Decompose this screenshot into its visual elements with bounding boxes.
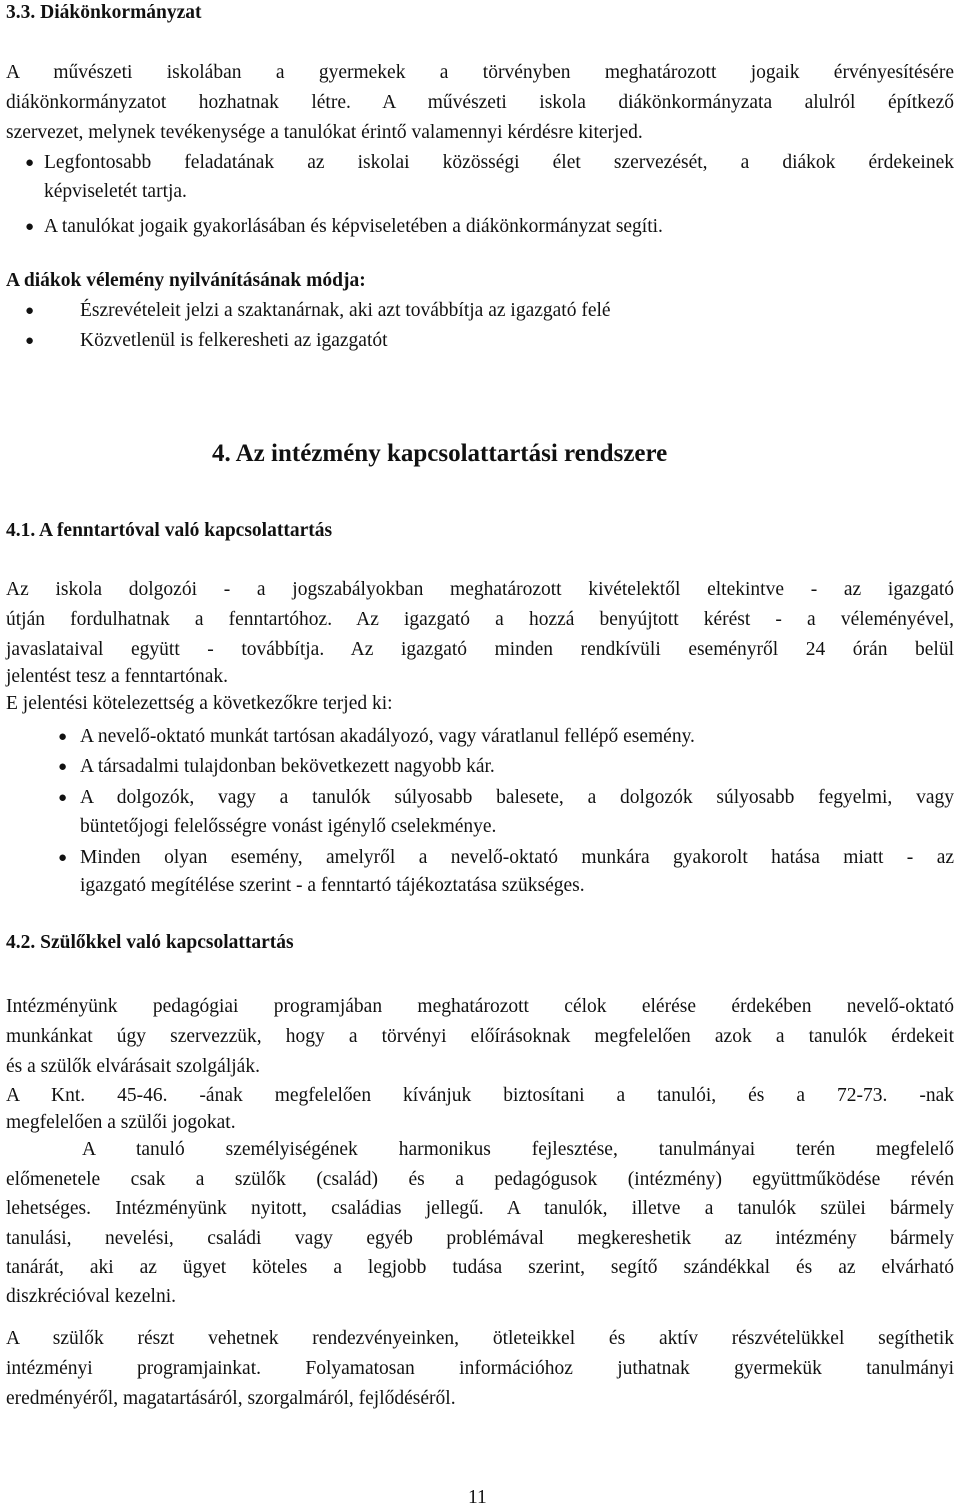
paragraph-line: A művészeti iskolában a gyermekek a törvényben meghatározott jogaik érvényesítésére [6, 62, 954, 83]
list-item: Észrevételeit jelzi a szaktanárnak, aki azt továbbítja az igazgató felé [80, 300, 611, 321]
bullet-icon: ● [58, 790, 68, 806]
paragraph-line: javaslataival együtt - továbbítja. Az igazgató minden rendkívüli eseményről 24 órán belül [6, 639, 954, 660]
paragraph-line: intézményi programjainkat. Folyamatosan információhoz juthatnak gyermekük tanulmányi [6, 1358, 954, 1379]
list-item-continuation: büntetőjogi felelősségre vonást igénylő cselekménye. [80, 816, 497, 837]
paragraph-line: A szülők részt vehetnek rendezvényeinken, ötleteikkel és aktív részvételükkel segíthetik [6, 1328, 954, 1349]
list-item: A társadalmi tulajdonban bekövetkezett nagyobb kár. [80, 756, 495, 777]
bullet-icon: ● [25, 303, 35, 319]
paragraph-line: szervezet, melynek tevékenysége a tanulókat érintő valamennyi kérdésre kiterjed. [6, 122, 643, 143]
paragraph-line: jelentést tesz a fenntartónak. [6, 666, 228, 687]
paragraph-line: megfelelően a szülői jogokat. [6, 1112, 236, 1133]
paragraph-line: eredményéről, magatartásáról, szorgalmáról, fejlődéséről. [6, 1388, 456, 1409]
paragraph-line: lehetséges. Intézményünk nyitott, családias jellegű. A tanulók, illetve a tanulók szülei bármely [6, 1198, 954, 1219]
bullet-icon: ● [25, 333, 35, 349]
bullet-icon: ● [58, 759, 68, 775]
paragraph-line: tanulási, nevelési, családi vagy egyéb problémával megkereshetik az intézmény bármely [6, 1228, 954, 1249]
list-item: Minden olyan esemény, amelyről a nevelő-oktató munkára gyakorolt hatása miatt - az [80, 847, 954, 868]
list-item: A nevelő-oktató munkát tartósan akadályozó, vagy váratlanul fellépő esemény. [80, 726, 695, 747]
list-item: Közvetlenül is felkeresheti az igazgatót [80, 330, 388, 351]
list-item: A dolgozók, vagy a tanulók súlyosabb balesete, a dolgozók súlyosabb fegyelmi, vagy [80, 787, 954, 808]
page-number: 11 [468, 1487, 487, 1508]
bullet-icon: ● [58, 850, 68, 866]
chapter-heading-4: 4. Az intézmény kapcsolattartási rendszere [212, 440, 668, 467]
paragraph-line: tanárát, aki az ügyet köteles a legjobb tudása szerint, segítő szándékkal és az elvárható [6, 1257, 954, 1278]
paragraph-line: előmenetele csak a szülők (család) és a pedagógusok (intézmény) együttműködése révén [6, 1169, 954, 1190]
paragraph-line: útján fordulhatnak a fenntartóhoz. Az igazgató a hozzá benyújtott kérést - a véleményével, [6, 609, 954, 630]
list-item: A tanulókat jogaik gyakorlásában és képviseletében a diákönkormányzat segíti. [44, 216, 663, 237]
paragraph-line: diákönkormányzatot hozhatnak létre. A művészeti iskola diákönkormányzata alulról építkező [6, 92, 954, 113]
paragraph-line: Az iskola dolgozói - a jogszabályokban meghatározott kivételektől eltekintve - az igazgató [6, 579, 954, 600]
paragraph-line: A Knt. 45-46. -ának megfelelően kívánjuk biztosítani a tanulói, és a 72-73. -nak [6, 1085, 954, 1106]
section-heading-4-2: 4.2. Szülőkkel való kapcsolattartás [6, 932, 294, 953]
list-item: Legfontosabb feladatának az iskolai közösségi élet szervezését, a diákok érdekeinek [44, 152, 954, 173]
list-item-continuation: képviseletét tartja. [44, 181, 187, 202]
list-item-continuation: igazgató megítélése szerint - a fenntartó tájékoztatása szükséges. [80, 875, 585, 896]
section-heading-3-3: 3.3. Diákönkormányzat [6, 2, 202, 23]
bullet-icon: ● [25, 219, 35, 235]
paragraph-line: Intézményünk pedagógiai programjában meghatározott célok elérése érdekében nevelő-oktató [6, 996, 954, 1017]
paragraph-line: A tanuló személyiségének harmonikus fejlesztése, tanulmányai terén megfelelő [82, 1139, 954, 1160]
section-heading-4-1: 4.1. A fenntartóval való kapcsolattartás [6, 520, 333, 541]
bullet-icon: ● [25, 155, 35, 171]
paragraph-line: E jelentési kötelezettség a következőkre terjed ki: [6, 693, 393, 714]
paragraph-line: munkánkat úgy szervezzük, hogy a törvényi előírásoknak megfelelően azok a tanulók érdekeit [6, 1026, 954, 1047]
paragraph-line: és a szülők elvárásait szolgálják. [6, 1056, 260, 1077]
bullet-icon: ● [58, 729, 68, 745]
paragraph-line: diszkrécióval kezelni. [6, 1286, 177, 1307]
opinion-title: A diákok vélemény nyilvánításának módja: [6, 270, 366, 291]
